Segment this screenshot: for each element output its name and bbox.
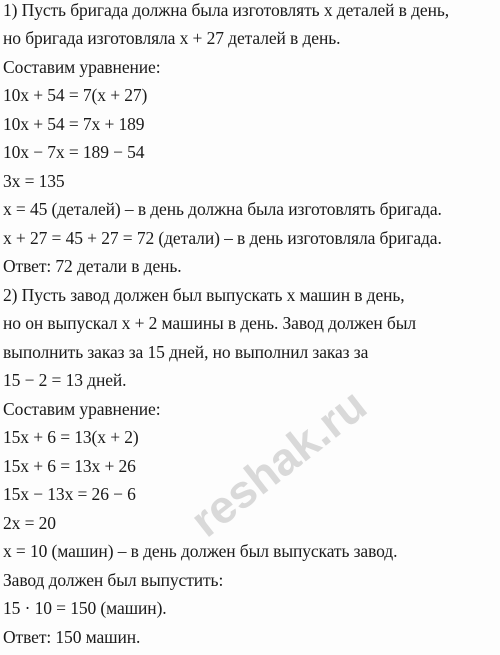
text-line-2: но бригада изготовляла x + 27 деталей в день.	[3, 28, 341, 48]
text-line-4: 2) Пусть завод должен был выпускать x машин в день,	[3, 285, 405, 305]
watermark-text: reshak.ru	[180, 378, 376, 547]
text-line-3: Составим уравнение:	[3, 57, 161, 77]
text-line-1: 1) Пусть бригада должна была изготовлять x деталей в день,	[3, 0, 449, 20]
equation-line-8: 2x = 20	[3, 513, 56, 533]
equation-line-2: 10x + 54 = 7x + 189	[3, 114, 145, 134]
equation-line-6: 15x + 6 = 13x + 26	[3, 456, 136, 476]
text-line-9: Завод должен был выпустить:	[3, 570, 224, 590]
result-line-4: 15 · 10 = 150 (машин).	[3, 598, 167, 618]
text-line-5: но он выпускал x + 2 машины в день. Завод должен был	[3, 313, 417, 333]
answer-line-1: Ответ: 72 детали в день.	[3, 256, 182, 276]
result-line-3: x = 10 (машин) – в день должен был выпускать завод.	[3, 541, 398, 561]
equation-line-7: 15x − 13x = 26 − 6	[3, 484, 136, 504]
result-line-1: x = 45 (деталей) – в день должна была изготовлять бригада.	[3, 199, 442, 219]
answer-line-2: Ответ: 150 машин.	[3, 627, 141, 647]
text-line-7: 15 − 2 = 13 дней.	[3, 370, 127, 390]
equation-line-3: 10x − 7x = 189 − 54	[3, 142, 145, 162]
equation-line-5: 15x + 6 = 13(x + 2)	[3, 427, 139, 447]
text-line-8: Составим уравнение:	[3, 399, 161, 419]
equation-line-1: 10x + 54 = 7(x + 27)	[3, 85, 148, 105]
equation-line-4: 3x = 135	[3, 171, 65, 191]
result-line-2: x + 27 = 45 + 27 = 72 (детали) – в день изготовляла бригада.	[3, 228, 442, 248]
text-line-6: выполнить заказ за 15 дней, но выполнил заказ за	[3, 342, 369, 362]
